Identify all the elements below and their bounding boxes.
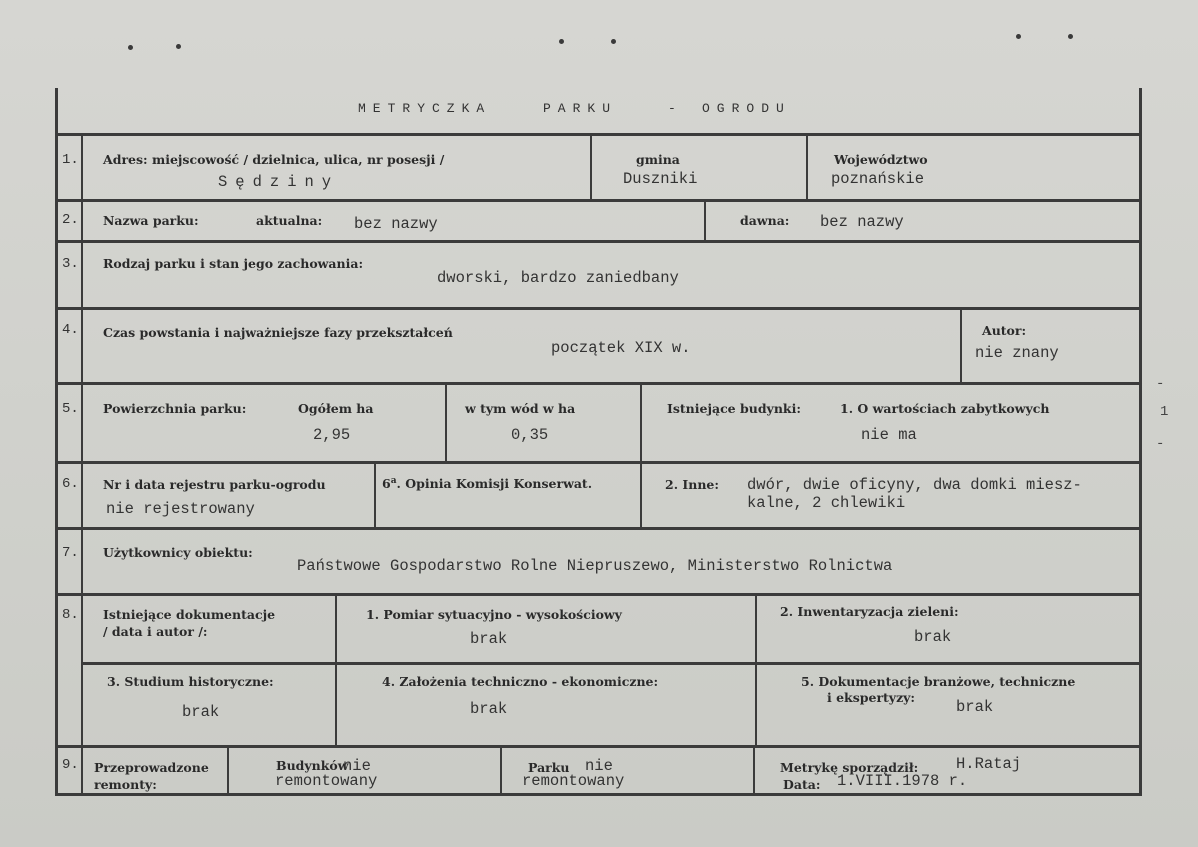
form-title-word: PARKU [543,101,618,116]
punch-hole [1016,34,1021,39]
park-name-label: Nazwa parku: [103,213,199,228]
row-divider [55,593,1142,596]
author-label: Autor: [982,323,1027,338]
former-name-value: bez nazwy [820,213,904,231]
renovations-label: remonty: [94,777,157,792]
water-area-value: 0,35 [511,426,549,444]
punch-hole [611,39,616,44]
other-buildings-value: dwór, dwie oficyny, dwa domki miesz- [747,476,1082,494]
voivodeship-value: poznańskie [831,170,925,188]
cell-divider [590,135,592,200]
punch-hole [128,45,133,50]
other-buildings-label: 2. Inne: [665,477,719,492]
historical-study-label: 3. Studium historyczne: [107,674,274,689]
technical-assumptions-label: 4. Założenia techniczno - ekonomiczne: [382,674,659,689]
cell-divider [753,747,755,795]
prepared-by-label: Metrykę sporządził: [780,760,919,775]
cell-divider [640,384,642,462]
origin-value: początek XIX w. [551,339,691,357]
technical-assumptions-value: brak [470,700,508,718]
users-value: Państwowe Gospodarstwo Rolne Niepruszewo, Ministerstwo Rolnictwa [297,557,893,575]
row-number: 1. [62,152,79,168]
page-mark: - [1156,376,1165,392]
users-label: Użytkownicy obiektu: [103,545,253,560]
row-divider [55,382,1142,385]
survey-value: brak [470,630,508,648]
greenery-inventory-value: brak [914,628,952,646]
cell-divider [227,747,229,795]
row-divider [55,461,1142,464]
cell-divider [374,463,376,528]
park-renovation-value: remontowany [522,772,625,790]
row-divider [55,240,1142,243]
cell-divider [960,309,962,383]
total-area-label: Ogółem ha [298,401,374,416]
documentation-label: Istniejące dokumentacje [103,607,276,622]
prepared-by-value: H.Rataj [956,755,1022,773]
date-value: 1.VIII.1978 r. [837,772,968,790]
current-name-label: aktualna: [256,213,323,228]
form-title-word: - [668,101,683,116]
row-divider [55,307,1142,310]
buildings-label: Istniejące budynki: [667,401,801,416]
punch-hole [176,44,181,49]
total-area-value: 2,95 [313,426,351,444]
survey-label: 1. Pomiar sytuacyjno - wysokościowy [366,607,622,622]
number-column-divider [81,135,83,795]
origin-label: Czas powstania i najważniejsze fazy przekształceń [103,325,453,340]
park-type-value: dworski, bardzo zaniedbany [437,269,679,287]
current-name-value: bez nazwy [354,215,438,233]
date-label: Data: [783,777,821,792]
address-label: Adres: miejscowość / dzielnica, ulica, nr posesji / [103,152,445,167]
row-divider [55,745,1142,748]
gmina-value: Duszniki [623,170,698,188]
cell-divider [755,595,757,746]
row-divider [55,199,1142,202]
historic-buildings-value: nie ma [861,426,917,444]
former-name-label: dawna: [740,213,790,228]
row-divider [55,527,1142,530]
punch-hole [1068,34,1073,39]
buildings-renovation-value: nie [343,757,371,775]
row-number: 9. [62,757,79,773]
cell-divider [500,747,502,795]
author-value: nie znany [975,344,1059,362]
area-label: Powierzchnia parku: [103,401,247,416]
form-title-word: OGRODU [702,101,791,116]
park-type-label: Rodzaj parku i stan jego zachowania: [103,256,364,271]
punch-hole [559,39,564,44]
row-number: 6. [62,476,79,492]
historic-buildings-label: 1. O wartościach zabytkowych [840,401,1050,416]
renovations-label: Przeprowadzone [94,760,209,775]
documentation-label: / data i autor /: [103,624,208,639]
cell-divider [640,463,642,528]
row-number: 2. [62,212,79,228]
page-mark: 1 [1160,404,1169,420]
row-number: 7. [62,545,79,561]
conservator-opinion-label: 6$^a$. Opinia Komisji Konserwat. [382,476,593,492]
buildings-renovation-label: Budynków [276,758,349,773]
cell-divider [806,135,808,200]
row-number: 4. [62,322,79,338]
branch-docs-value: brak [956,698,994,716]
branch-docs-label: 5. Dokumentacje branżowe, techniczne [801,674,1076,689]
register-value: nie rejestrowany [106,500,255,518]
register-label: Nr i data rejestru parku-ogrodu [103,477,326,492]
row-number: 5. [62,401,79,417]
form-frame [55,88,1142,796]
page-mark: - [1156,436,1165,452]
water-area-label: w tym wód w ha [465,401,576,416]
form-title-word: METRYCZKA [358,101,492,116]
cell-divider [445,384,447,462]
historical-study-value: brak [182,703,220,721]
park-renovation-label: Parku [528,760,570,775]
cell-divider [335,595,337,746]
park-renovation-value: nie [585,757,613,775]
row-divider [82,662,1142,665]
gmina-label: gmina [636,152,680,167]
voivodeship-label: Województwo [834,152,928,167]
branch-docs-label: i ekspertyzy: [827,690,916,705]
row-divider [55,133,1142,136]
other-buildings-value: kalne, 2 chlewiki [747,494,906,512]
row-number: 3. [62,256,79,272]
cell-divider [704,201,706,241]
buildings-renovation-value: remontowany [275,772,378,790]
greenery-inventory-label: 2. Inwentaryzacja zieleni: [780,604,959,619]
locality-value: Sędziny [218,173,340,191]
row-number: 8. [62,607,79,623]
